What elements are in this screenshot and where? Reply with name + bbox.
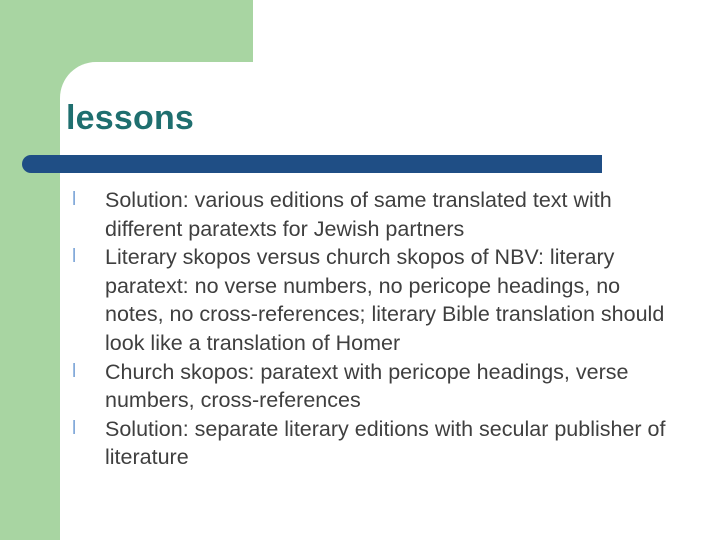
title-underline-bar	[22, 155, 602, 173]
bullet-marker-icon: l	[72, 189, 77, 210]
list-item-text: Solution: separate literary editions with secular publisher of literature	[105, 416, 666, 470]
page-title: lessons	[66, 99, 195, 137]
list-item-text: Church skopos: paratext with pericope headings, verse numbers, cross-references	[105, 359, 629, 413]
list-item	[70, 243, 680, 357]
left-decorative-band	[0, 0, 60, 540]
list-item	[70, 186, 680, 243]
list-item-text: Solution: various editions of same translated text with different paratexts for Jewish partners	[105, 188, 612, 241]
list-item	[70, 415, 680, 472]
bullet-marker-icon: l	[72, 246, 77, 268]
bullet-list	[70, 186, 680, 472]
list-item	[70, 358, 680, 415]
corner-notch-decoration	[60, 62, 96, 98]
list-item-text: Literary skopos versus church skopos of NBV: literary paratext: no verse numbers, no pericope headings, no notes, no cross-references; literary Bible translation should look like a translation of Homer	[105, 245, 665, 355]
bullet-marker-icon: l	[72, 360, 77, 382]
top-decorative-band	[0, 0, 253, 62]
slide-body	[70, 186, 680, 472]
bullet-marker-icon: l	[72, 417, 77, 439]
